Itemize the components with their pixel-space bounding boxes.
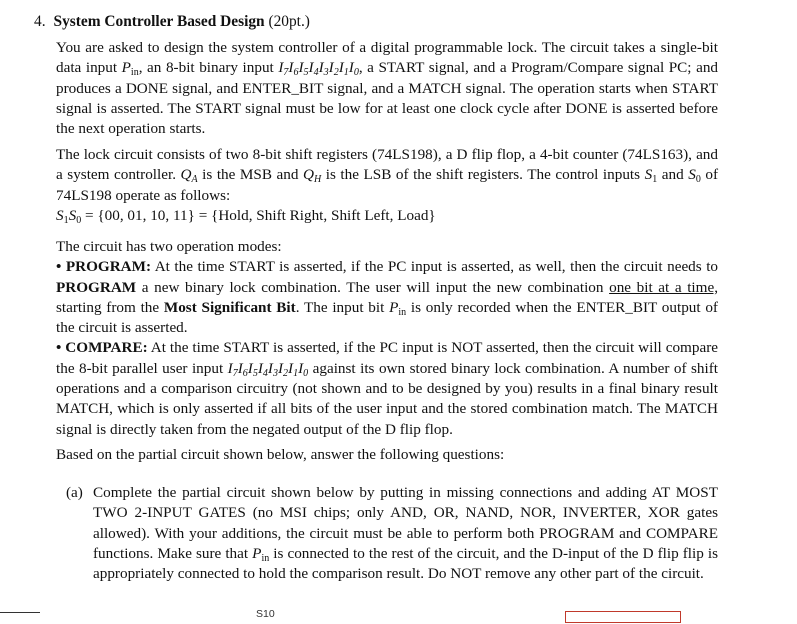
text-run: of 74LS198 operate as follows: (56, 166, 719, 204)
text-run: The lock circuit consists of two 8-bit shift registers (74LS198), a D flip flop, a 4-bit counter (74LS163), and a system controller. (56, 146, 718, 184)
diagram-label-s10: S10 (256, 608, 275, 620)
paragraph-modes (56, 237, 718, 440)
paragraph-questions-intro: Based on the partial circuit shown below, answer the following questions: (56, 446, 505, 463)
paragraph-intro (56, 38, 718, 139)
s1s0-equation: $S_1S_0$ (56, 206, 82, 226)
input-bits-symbol: $I_7I_6I_5I_4I_3I_2I_1I_0$ (278, 59, 359, 79)
circuit-box-fragment (565, 611, 681, 623)
text-run: , an 8-bit binary input (138, 59, 279, 77)
compare-mode: • COMPARE: At the time START is asserted, if the PC input is NOT asserted, then the circuit will compare the 8-bit parallel user input $I_7I_6I_5I_4I_3I_2I_1I_0$ against its own stored binary lock combination. A number of shift operations and a comparison circuitry (not shown and to be designed by you) results in a final binary result MATCH, which is only asserted if all bits of the user input and the stored combination match. The MATCH signal is directly taken from the negated output of the D flip flop. (56, 339, 718, 438)
qa-symbol: $Q_A$ (180, 166, 198, 186)
equation-text: = {00, 01, 10, 11} = {Hold, Shift Right, Shift Left, Load} (84, 206, 436, 224)
problem-heading (34, 12, 310, 32)
question-a (66, 483, 718, 584)
circuit-wire-fragment (0, 612, 40, 613)
qh-symbol: $Q_H$ (303, 166, 322, 186)
problem-number: 4. (34, 13, 46, 30)
paragraph-circuit (56, 145, 718, 226)
s0-symbol: $S_0$ (688, 166, 701, 186)
question-a-text: Complete the partial circuit shown below by putting in missing connections and adding AT MOST TWO 2-INPUT GATES (no MSI chips; only AND, OR, NAND, NOR, INVERTER, XOR gates allowed). With your additions, the circuit must be able to perform both PROGRAM and COMPARE functions. Make sure that $P_{in}$ is connected to the rest of the circuit, and the D-input of the D flip flip is appropriately connected to hold the comparison result. Do NOT remove any other part of the circuit. (93, 484, 718, 583)
pin-symbol: $P_{in}$ (121, 59, 139, 79)
program-mode: • PROGRAM: At the time START is asserted, if the PC input is asserted, as well, then the circuit needs to PROGRAM a new binary lock combination. The user will input the new combination one bit at a time, starting from the Most Significant Bit. The input bit $P_{in}$ is only recorded when the ENTER_BIT output of the circuit is asserted. (56, 258, 719, 337)
text-run: is the MSB and (197, 166, 304, 184)
text-run: You are asked to design the system controller of a digital programmable lock. The circuit takes a single-bit data input (56, 39, 718, 77)
text-run: , a START signal, and a Program/Compare signal PC; and produces a DONE signal, and ENTER_BIT signal, and a MATCH signal. The operation starts when START signal is asserted. The START signal must be low for at least one clock cycle after DONE is asserted before the next operation starts. (56, 59, 719, 138)
question-a-label: (a) (66, 484, 83, 501)
text-run: and (657, 166, 689, 184)
text-run: is the LSB of the shift registers. The control inputs (321, 166, 645, 184)
s1-symbol: $S_1$ (644, 166, 658, 186)
modes-intro: The circuit has two operation modes: (56, 238, 282, 255)
problem-title: System Controller Based Design (53, 13, 265, 30)
problem-points: (20pt.) (268, 13, 310, 30)
